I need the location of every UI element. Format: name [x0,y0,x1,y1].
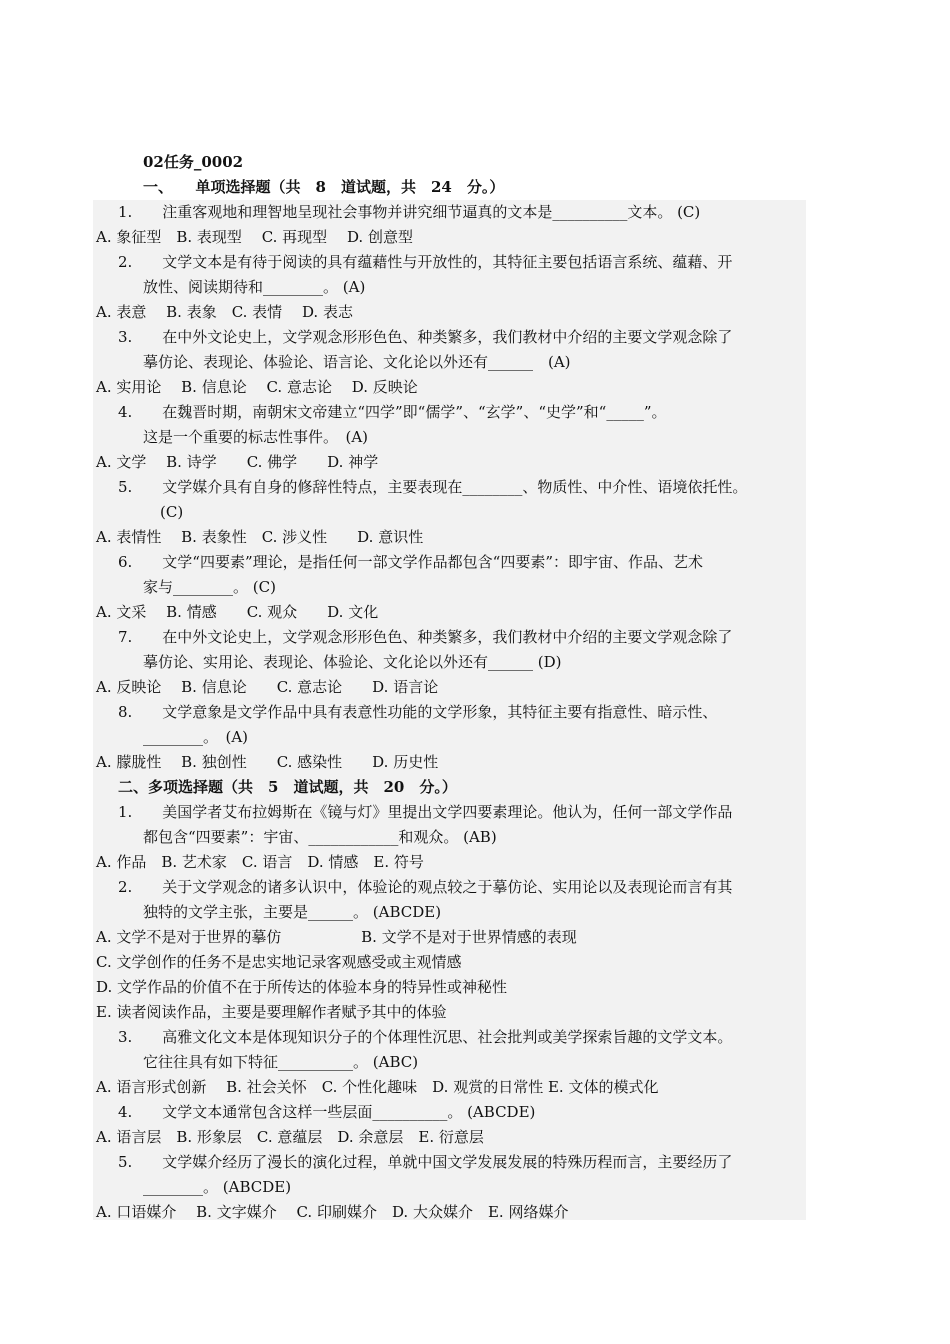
answer-options: A. 反映论 B. 信息论 C. 意志论 D. 语言论 [96,678,439,696]
answer-options: A. 口语媒介 B. 文字媒介 C. 印刷媒介 D. 大众媒介 E. 网络媒介 [96,1203,569,1221]
question-text: 3. 在中外文论史上，文学观念形形色色、种类繁多，我们教材中介绍的主要文学观念除了 [118,328,733,346]
answer-options: A. 象征型 B. 表现型 C. 再现型 D. 创意型 [96,228,413,246]
answer-options: A. 朦胧性 B. 独创性 C. 感染性 D. 历史性 [96,753,439,771]
question-text: 2. 关于文学观念的诸多认识中，体验论的观点较之于摹仿论、实用论以及表现论而言有其 [118,878,733,896]
answer-option: C. 文学创作的任务不是忠实地记录客观感受或主观情感 [96,953,462,971]
question-text-continued: ________。 (ABCDE) [143,1178,292,1196]
question-text-continued: 摹仿论、表现论、体验论、语言论、文化论以外还有______ (A) [143,353,571,371]
question-text-continued: ________。 (A) [143,728,249,746]
question-text: 4. 在魏晋时期，南朝宋文帝建立“四学”即“儒学”、“玄学”、“史学”和“_____”。 [118,403,667,421]
question-answer-key: (C) [160,503,184,521]
answer-option: D. 文学作品的价值不在于所传达的体验本身的特异性或神秘性 [96,978,508,996]
question-text-continued: 都包含“四要素”：宇宙、____________和观众。 (AB) [143,828,497,846]
section-heading-single-choice: 一、 单项选择题（共 8 道试题，共 24 分。） [143,178,505,196]
question-text: 3. 高雅文化文本是体现知识分子的个体理性沉思、社会批判或美学探索旨趣的文学文本。 [118,1028,733,1046]
question-text: 2. 文学文本是有待于阅读的具有蕴藉性与开放性的，其特征主要包括语言系统、蕴藉、开 [118,253,733,271]
answer-options: A. 语言层 B. 形象层 C. 意蕴层 D. 余意层 E. 衍意层 [96,1128,484,1146]
question-text: 1. 注重客观地和理智地呈现社会事物并讲究细节逼真的文本是__________文本。 (C) [118,203,701,221]
question-text: 7. 在中外文论史上，文学观念形形色色、种类繁多，我们教材中介绍的主要文学观念除了 [118,628,733,646]
answer-options: A. 文学 B. 诗学 C. 佛学 D. 神学 [96,453,379,471]
answer-options: A. 文学不是对于世界的摹仿 B. 文学不是对于世界情感的表现 [96,928,577,946]
question-text: 1. 美国学者艾布拉姆斯在《镜与灯》里提出文学四要素理论。他认为，任何一部文学作品 [118,803,733,821]
question-text-continued: 摹仿论、实用论、表现论、体验论、文化论以外还有______ (D) [143,653,562,671]
answer-options: A. 表意 B. 表象 C. 表情 D. 表志 [96,303,353,321]
page-title: 02任务_0002 [143,153,244,171]
question-text-continued: 放性、阅读期待和________。 (A) [143,278,366,296]
section-heading-multiple-choice: 二、多项选择题（共 5 道试题，共 20 分。） [118,778,457,796]
question-text: 5. 文学媒介经历了漫长的演化过程，单就中国文学发展发展的特殊历程而言，主要经历了 [118,1153,733,1171]
answer-options: A. 语言形式创新 B. 社会关怀 C. 个性化趣味 D. 观赏的日常性 E. 文体的模式化 [96,1078,659,1096]
question-text-continued: 独特的文学主张，主要是______。 (ABCDE) [143,903,442,921]
answer-options: A. 文采 B. 情感 C. 观众 D. 文化 [96,603,379,621]
question-text-continued: 这是一个重要的标志性事件。 (A) [143,428,369,446]
question-text: 8. 文学意象是文学作品中具有表意性功能的文学形象，其特征主要有指意性、暗示性、 [118,703,718,721]
answer-option: E. 读者阅读作品，主要是要理解作者赋予其中的体验 [96,1003,447,1021]
answer-options: A. 作品 B. 艺术家 C. 语言 D. 情感 E. 符号 [96,853,424,871]
answer-options: A. 实用论 B. 信息论 C. 意志论 D. 反映论 [96,378,418,396]
question-text: 4. 文学文本通常包含这样一些层面__________。 (ABCDE) [118,1103,536,1121]
question-text: 5. 文学媒介具有自身的修辞性特点，主要表现在________、物质性、中介性、语境依托性。 [118,478,748,496]
question-text-continued: 家与________。 (C) [143,578,276,596]
question-text: 6. 文学“四要素”理论，是指任何一部文学作品都包含“四要素”：即宇宙、作品、艺术 [118,553,703,571]
answer-options: A. 表情性 B. 表象性 C. 涉义性 D. 意识性 [96,528,424,546]
question-text-continued: 它往往具有如下特征__________。 (ABC) [143,1053,419,1071]
